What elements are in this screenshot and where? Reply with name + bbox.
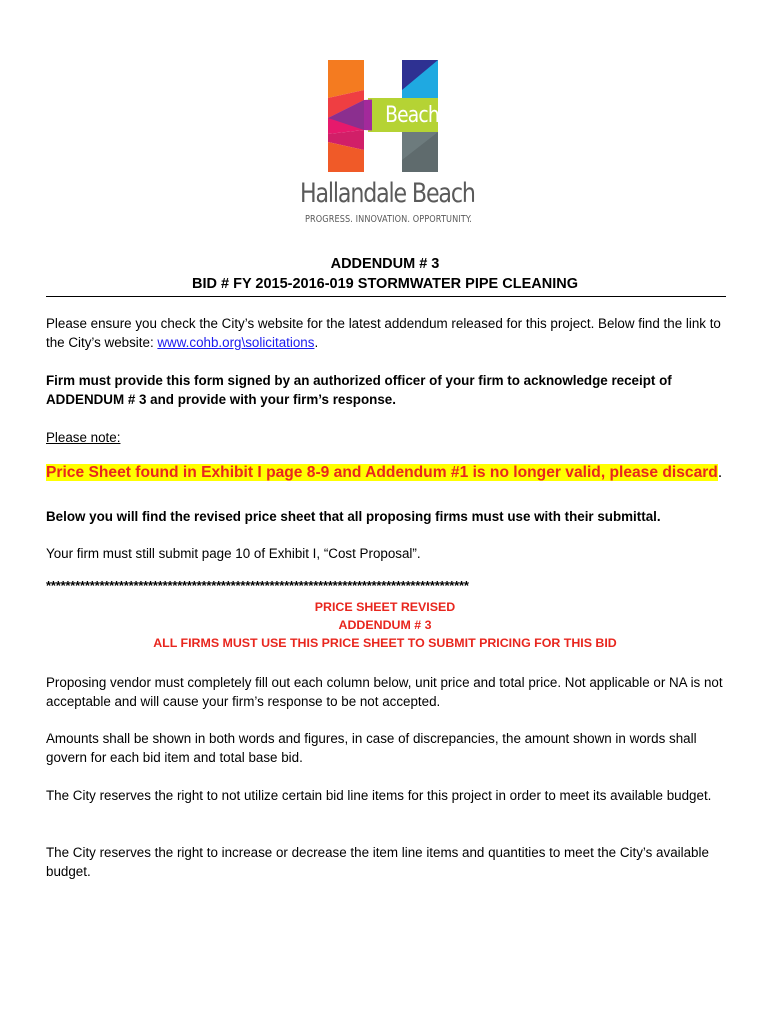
logo-name: Hallandale Beach <box>300 178 475 209</box>
intro-trail: . <box>314 335 319 350</box>
logo-badge-text: Beach <box>385 103 439 128</box>
warning-trail: . <box>717 464 723 481</box>
logo-tagline: PROGRESS. INNOVATION. OPPORTUNITY. <box>305 214 472 225</box>
firm-notice: Firm must provide this form signed by an authorized officer of your firm to acknowledge receipt of ADDENDUM # 3 and provide with your firm’s response. <box>46 373 672 407</box>
intro-text: Please ensure you check the City’s website for the latest addendum released for this project. Below find the link to the City’s website: <box>46 316 721 350</box>
revised-notice: Below you will find the revised price sheet that all proposing firms must use with their submittal. <box>46 509 661 524</box>
price-sheet-addendum: ADDENDUM # 3 <box>338 618 432 632</box>
warning-line <box>46 464 722 482</box>
warning-text: Price Sheet found in Exhibit I page 8-9 and Addendum #1 is no longer valid, please discard <box>46 464 718 481</box>
instruction-paragraph: Amounts shall be shown in both words and figures, in case of discrepancies, the amount shown in words shall govern for each bid item and total base bid. <box>46 731 697 765</box>
price-sheet-title: PRICE SHEET REVISED <box>314 600 456 614</box>
submit-note: Your firm must still submit page 10 of Exhibit I, “Cost Proposal”. <box>46 546 421 561</box>
asterisk-separator: *************************************************************************************** <box>46 578 469 593</box>
instruction-paragraph: The City reserves the right to not utilize certain bid line items for this project in order to meet its available budget. <box>46 788 712 803</box>
addendum-heading: ADDENDUM # 3 <box>330 256 440 272</box>
instruction-paragraph: Proposing vendor must completely fill out each column below, unit price and total price. Not applicable or NA is not acceptable and will cause your firm’s response to be not accepted. <box>46 675 723 709</box>
hallandale-beach-logo <box>300 60 475 230</box>
please-note: Please note: <box>46 430 121 445</box>
price-sheet-instruction: ALL FIRMS MUST USE THIS PRICE SHEET TO SUBMIT PRICING FOR THIS BID <box>153 636 617 650</box>
solicitations-link[interactable]: www.cohb.org\solicitations <box>157 335 315 350</box>
bid-heading: BID # FY 2015-2016-019 STORMWATER PIPE CLEANING <box>192 276 578 292</box>
heading-divider <box>46 296 726 297</box>
intro-paragraph <box>46 314 731 352</box>
instruction-paragraph: The City reserves the right to increase or decrease the item line items and quantities to meet the City’s available budget. <box>46 845 709 879</box>
